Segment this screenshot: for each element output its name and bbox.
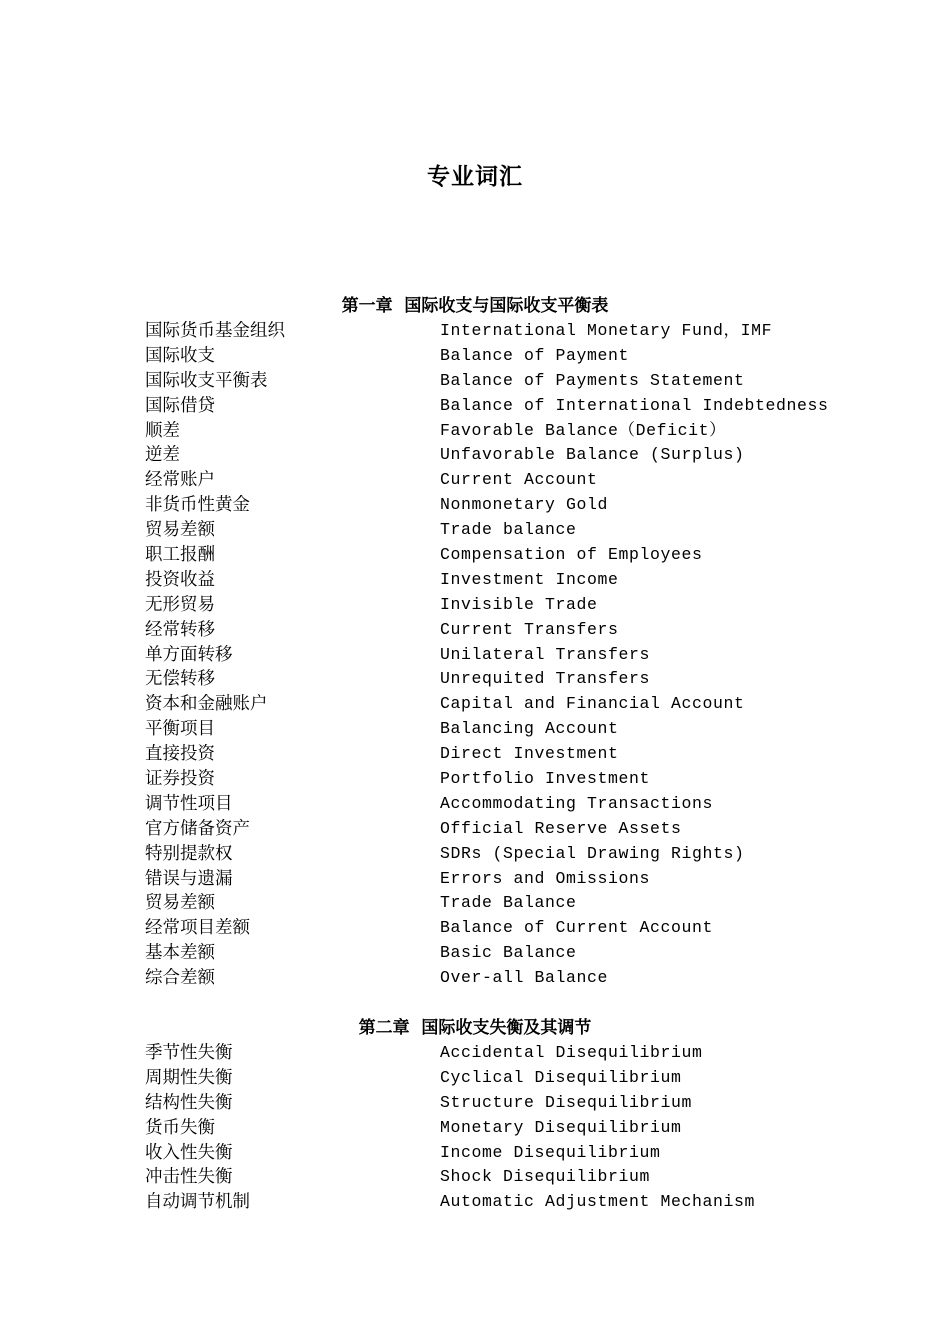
term-row	[145, 767, 805, 792]
term-chinese: 自动调节机制	[145, 1192, 250, 1213]
term-chinese: 经常项目差额	[145, 918, 250, 939]
term-row	[145, 394, 829, 419]
term-row	[145, 518, 805, 543]
term-chinese: 单方面转移	[145, 644, 233, 665]
term-chinese: 周期性失衡	[145, 1067, 233, 1088]
term-chinese: 收入性失衡	[145, 1142, 233, 1163]
term-english: Current Account	[440, 470, 598, 490]
term-english: Monetary Disequilibrium	[440, 1117, 682, 1137]
term-english: Accidental Disequilibrium	[440, 1043, 703, 1062]
term-chinese: 经常账户	[145, 470, 215, 491]
term-chinese: 经常转移	[145, 619, 215, 640]
chapter-heading: 第二章 国际收支失衡及其调节	[358, 1018, 592, 1038]
term-row	[145, 792, 805, 817]
term-row	[145, 643, 805, 668]
term-english: Capital and Financial Account	[440, 694, 745, 714]
chapter-section	[145, 294, 829, 991]
term-english: Automatic Adjustment Mechanism	[440, 1192, 756, 1212]
term-row	[145, 369, 805, 394]
term-english: Compensation of Employees	[440, 545, 703, 565]
term-row	[145, 1190, 805, 1215]
term-english: Balance of Payment	[440, 345, 630, 365]
term-row	[145, 717, 805, 742]
term-english: Trade balance	[440, 520, 577, 540]
term-row	[145, 1116, 805, 1141]
term-list	[145, 319, 829, 991]
term-chinese: 国际收支	[145, 345, 215, 366]
term-english: Trade Balance	[440, 893, 577, 913]
term-row	[145, 593, 805, 618]
term-row	[145, 468, 805, 493]
term-row	[145, 344, 805, 369]
term-chinese: 投资收益	[145, 569, 215, 590]
term-chinese: 国际借贷	[145, 395, 215, 416]
term-chinese: 季节性失衡	[145, 1043, 233, 1063]
term-chinese: 无形贸易	[145, 594, 215, 615]
term-chinese: 非货币性黄金	[145, 495, 250, 516]
term-row	[145, 543, 805, 568]
term-english: Balance of Current Account	[440, 918, 714, 938]
term-row	[145, 891, 805, 916]
term-chinese: 特别提款权	[145, 843, 233, 864]
term-row	[145, 568, 805, 593]
term-list	[145, 1041, 805, 1215]
term-chinese: 逆差	[145, 445, 180, 466]
term-row	[145, 1141, 805, 1166]
term-chinese: 结构性失衡	[145, 1092, 233, 1113]
term-english: Invisible Trade	[440, 594, 598, 614]
term-english: Unfavorable Balance (Surplus)	[440, 445, 745, 465]
term-english: Basic Balance	[440, 943, 577, 963]
term-english: Errors and Omissions	[440, 868, 651, 888]
term-english: Portfolio Investment	[440, 769, 651, 789]
term-english: Investment Income	[440, 569, 619, 589]
term-english: Balance of Payments Statement	[440, 370, 745, 390]
term-english: Official Reserve Assets	[440, 818, 682, 838]
term-chinese: 无偿转移	[145, 669, 215, 690]
term-row	[145, 867, 805, 892]
term-chinese: 调节性项目	[145, 793, 233, 814]
term-english: Nonmonetary Gold	[440, 495, 609, 515]
term-english: Unilateral Transfers	[440, 644, 651, 664]
term-chinese: 错误与遗漏	[145, 868, 233, 889]
term-row	[145, 319, 805, 344]
term-chinese: 平衡项目	[145, 719, 215, 740]
term-english: International Monetary Fund，IMF	[440, 321, 773, 340]
term-chinese: 综合差额	[145, 968, 215, 989]
term-chinese: 货币失衡	[145, 1117, 215, 1138]
term-english: Direct Investment	[440, 744, 619, 764]
term-row	[145, 842, 805, 867]
term-english: Structure Disequilibrium	[440, 1092, 693, 1112]
term-chinese: 国际收支平衡表	[145, 370, 268, 391]
term-english: Income Disequilibrium	[440, 1142, 661, 1162]
term-row	[145, 443, 805, 468]
term-chinese: 证券投资	[145, 769, 215, 790]
term-row	[145, 916, 805, 941]
term-row	[145, 1165, 805, 1190]
term-row	[145, 966, 805, 991]
term-english: Favorable Balance（Deficit）	[440, 420, 727, 440]
term-row	[145, 742, 805, 767]
chapter-section	[145, 1016, 805, 1215]
term-english: Current Transfers	[440, 619, 619, 639]
term-english: Accommodating Transactions	[440, 793, 714, 813]
term-chinese: 职工报酬	[145, 545, 215, 566]
chapter-heading: 第一章 国际收支与国际收支平衡表	[341, 296, 609, 316]
term-english: Unrequited Transfers	[440, 669, 651, 689]
term-row	[145, 1041, 805, 1066]
term-chinese: 冲击性失衡	[145, 1167, 233, 1188]
term-chinese: 贸易差额	[145, 520, 215, 541]
term-english: SDRs (Special Drawing Rights)	[440, 843, 745, 863]
term-english: Over-all Balance	[440, 968, 609, 988]
term-row	[145, 493, 805, 518]
term-chinese: 基本差额	[145, 943, 215, 964]
term-chinese: 贸易差额	[145, 893, 215, 914]
term-english: Shock Disequilibrium	[440, 1167, 651, 1187]
term-chinese: 官方储备资产	[145, 818, 250, 839]
document-title: 专业词汇	[427, 164, 523, 190]
term-row	[145, 1066, 805, 1091]
term-english: Balancing Account	[440, 719, 619, 739]
term-chinese: 顺差	[145, 420, 180, 441]
term-row	[145, 692, 805, 717]
term-row	[145, 419, 805, 444]
term-row	[145, 817, 805, 842]
term-row	[145, 618, 805, 643]
term-row	[145, 941, 805, 966]
term-row	[145, 1091, 805, 1116]
term-english: Balance of International Indebtedness	[440, 395, 829, 415]
term-english: Cyclical Disequilibrium	[440, 1067, 682, 1087]
term-row	[145, 667, 805, 692]
term-chinese: 国际货币基金组织	[145, 321, 285, 341]
term-chinese: 直接投资	[145, 744, 215, 765]
term-chinese: 资本和金融账户	[145, 694, 268, 715]
